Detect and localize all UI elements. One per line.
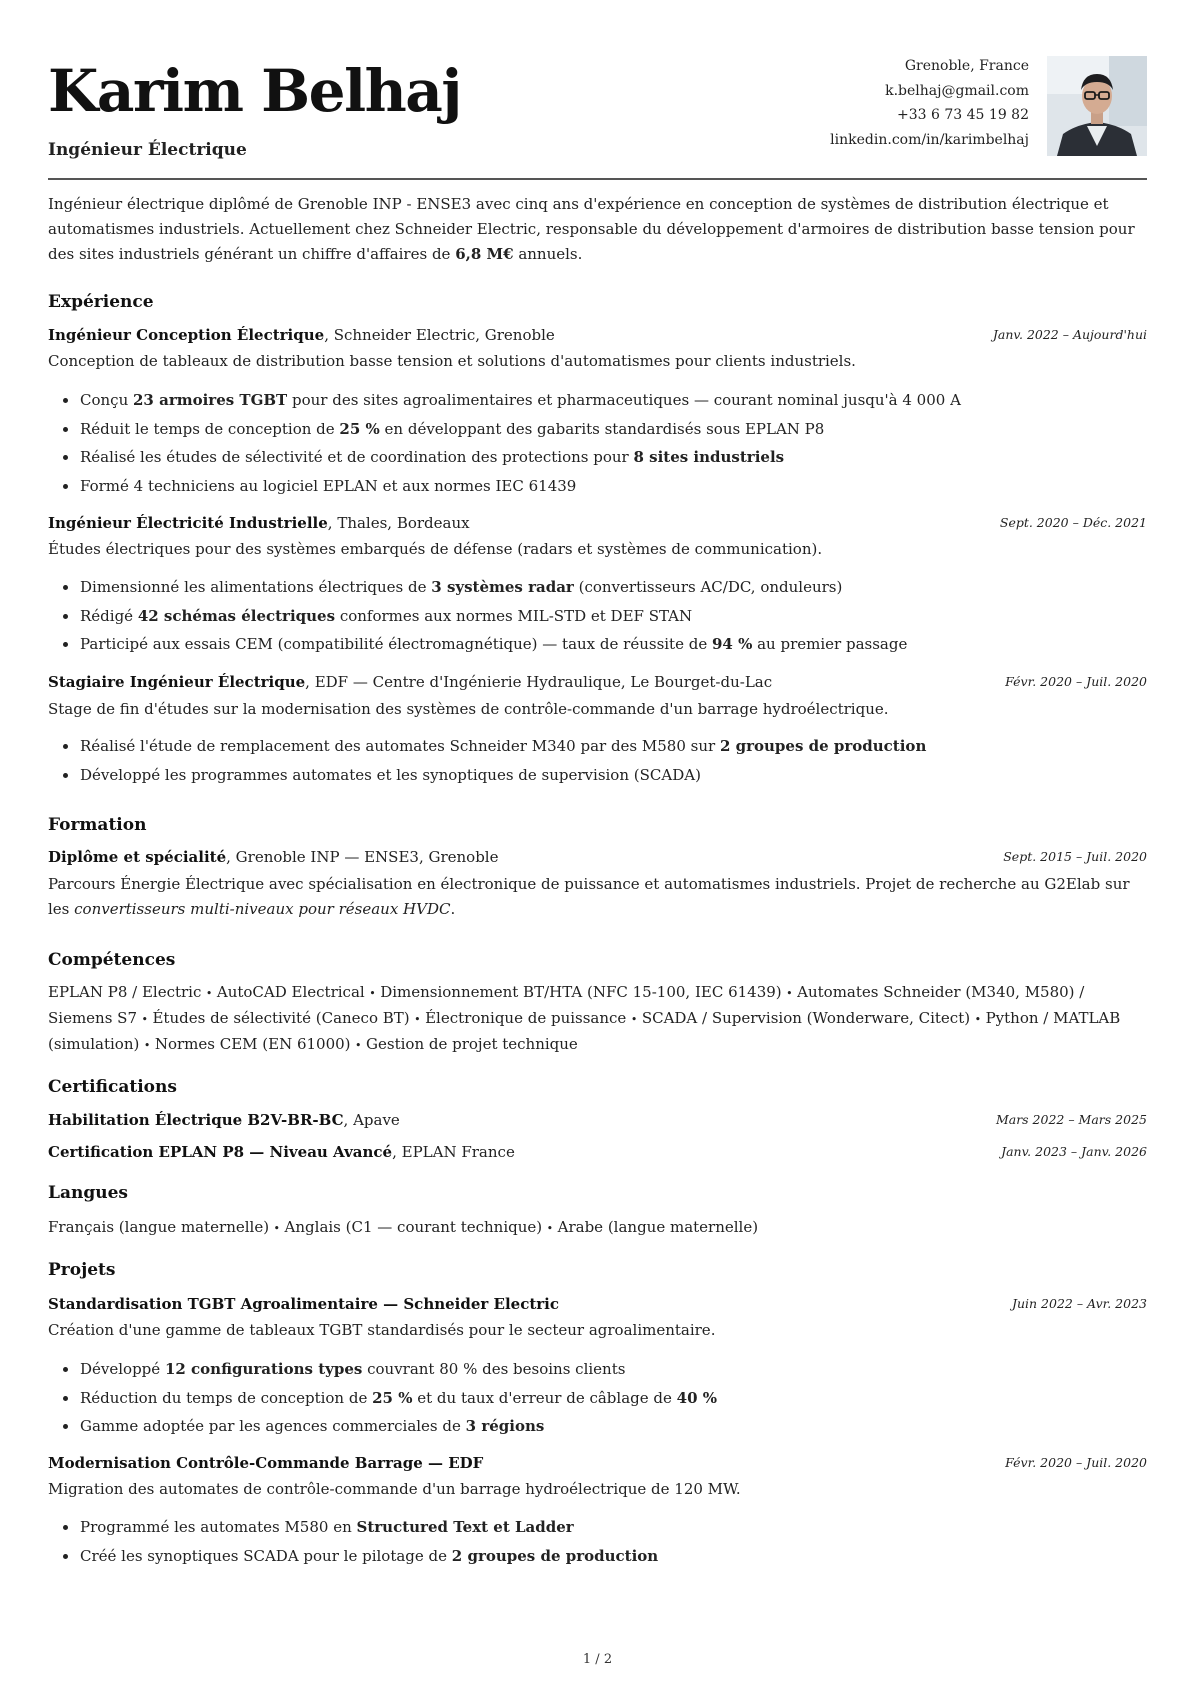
experience-1-date: Janv. 2022 – Aujourd'hui <box>992 327 1147 342</box>
project-2-description: Migration des automates de contrôle-commande d'un barrage hydroélectrique de 120 MW. <box>48 1480 741 1498</box>
experience-3-org: , EDF — Centre d'Ingénierie Hydraulique, Le Bourget-du-Lac <box>305 673 773 691</box>
list-item: Rédigé 42 schémas électriques conformes aux normes MIL-STD et DEF STAN <box>48 602 1147 631</box>
project-1-header <box>48 1293 1147 1315</box>
list-item: Réduction du temps de conception de 25 % et du taux d'erreur de câblage de 40 % <box>48 1384 1147 1413</box>
certification-2 <box>48 1141 1147 1163</box>
formation-date: Sept. 2015 – Juil. 2020 <box>1003 849 1147 864</box>
contact-phone[interactable]: +33 6 73 45 19 82 <box>897 107 1029 123</box>
language-item: Arabe (langue maternelle) <box>557 1218 759 1236</box>
skill-item: AutoCAD Electrical <box>216 983 365 1001</box>
project-1-date: Juin 2022 – Avr. 2023 <box>1011 1296 1147 1311</box>
experience-1-bullets <box>48 386 1147 500</box>
list-item: Développé 12 configurations types couvrant 80 % des besoins clients <box>48 1355 1147 1384</box>
formation-header <box>48 846 1147 868</box>
project-1-title: Standardisation TGBT Agroalimentaire — Schneider Electric <box>48 1295 559 1313</box>
experience-3-bullets <box>48 732 1147 789</box>
list-item: Réduit le temps de conception de 25 % en développant des gabarits standardisés sous EPLAN P8 <box>48 415 1147 444</box>
section-title-langues: Langues <box>48 1183 128 1203</box>
language-item: Anglais (C1 — courant technique) <box>284 1218 543 1236</box>
experience-1-description: Conception de tableaux de distribution basse tension et solutions d'automatismes pour clients industriels. <box>48 352 856 370</box>
skill-item: Python / MATLAB (simulation) <box>48 1009 1121 1053</box>
section-title-certifications: Certifications <box>48 1077 177 1097</box>
languages-list: Français (langue maternelle) • Anglais (C1 — courant technique) • Arabe (langue maternelle) <box>48 1218 759 1236</box>
summary-text-end: annuels. <box>513 245 583 263</box>
project-1-bullets <box>48 1355 1147 1441</box>
header-divider <box>48 178 1147 180</box>
list-item: Réalisé l'étude de remplacement des automates Schneider M340 par des M580 sur 2 groupes de production <box>48 732 1147 761</box>
project-2-header <box>48 1452 1147 1474</box>
certification-1 <box>48 1109 1147 1131</box>
experience-1-org: , Schneider Electric, Grenoble <box>324 326 555 344</box>
skills-list: EPLAN P8 / Electric • AutoCAD Electrical • Dimensionnement BT/HTA (NFC 15-100, IEC 61439) • Automates Schneider (M340, M580) / Siemens S7 • Études de sélectivité (Caneco BT) • Électronique de puissance • SCADA / Supervision (Wonderware, Citect) • Python / MATLAB (simulation) • Normes CEM (EN 61000) • Gestion de projet technique <box>48 983 1121 1053</box>
experience-1-title: Ingénieur Conception Électrique <box>48 326 325 344</box>
skill-item: Dimensionnement BT/HTA (NFC 15-100, IEC 61439) <box>380 983 782 1001</box>
skill-item: Électronique de puissance <box>425 1009 627 1027</box>
contact-linkedin[interactable]: linkedin.com/in/karimbelhaj <box>830 131 1029 148</box>
summary-highlight: 6,8 M€ <box>455 245 514 263</box>
section-title-formation: Formation <box>48 815 147 835</box>
experience-3-date: Févr. 2020 – Juil. 2020 <box>1005 674 1147 689</box>
formation-description: Parcours Énergie Électrique avec spécialisation en électronique de puissance et automatismes industriels. Projet de recherche au G2Elab sur les convertisseurs multi-niveaux pour réseaux HVDC. <box>48 875 1130 918</box>
experience-2-org: , Thales, Bordeaux <box>327 514 470 532</box>
list-item: Gamme adoptée par les agences commerciales de 3 régions <box>48 1412 1147 1441</box>
profile-summary <box>48 192 1147 267</box>
certification-2-org: , EPLAN France <box>392 1143 515 1161</box>
experience-3-description: Stage de fin d'études sur la modernisation des systèmes de contrôle-commande d'un barrage hydroélectrique. <box>48 700 889 718</box>
skill-item: EPLAN P8 / Electric <box>48 983 202 1001</box>
certification-2-title: Certification EPLAN P8 — Niveau Avancé <box>48 1143 393 1161</box>
list-item: Dimensionné les alimentations électriques de 3 systèmes radar (convertisseurs AC/DC, onduleurs) <box>48 573 1147 602</box>
experience-2-description: Études électriques pour des systèmes embarqués de défense (radars et systèmes de communication). <box>48 540 823 558</box>
skill-item: SCADA / Supervision (Wonderware, Citect) <box>641 1009 971 1027</box>
contact-email[interactable]: k.belhaj@gmail.com <box>885 82 1029 99</box>
list-item: Participé aux essais CEM (compatibilité électromagnétique) — taux de réussite de 94 % au premier passage <box>48 630 1147 659</box>
certification-1-date: Mars 2022 – Mars 2025 <box>995 1112 1147 1127</box>
list-item: Programmé les automates M580 en Structured Text et Ladder <box>48 1513 1147 1542</box>
job-title: Ingénieur Électrique <box>48 140 247 160</box>
certification-1-title: Habilitation Électrique B2V-BR-BC <box>48 1111 344 1129</box>
certification-2-date: Janv. 2023 – Janv. 2026 <box>1001 1144 1147 1159</box>
experience-1-header <box>48 324 1147 346</box>
candidate-name: Karim Belhaj <box>48 57 461 125</box>
experience-2-header <box>48 512 1147 534</box>
profile-photo-image <box>1047 56 1147 156</box>
experience-2-bullets <box>48 573 1147 659</box>
page-number: 1 / 2 <box>582 1652 613 1667</box>
section-title-experience: Expérience <box>48 292 154 312</box>
section-title-projets: Projets <box>48 1260 116 1280</box>
skill-item: Gestion de projet technique <box>366 1035 578 1053</box>
list-item: Conçu 23 armoires TGBT pour des sites agroalimentaires et pharmaceutiques — courant nominal jusqu'à 4 000 A <box>48 386 1147 415</box>
project-2-title: Modernisation Contrôle-Commande Barrage — EDF <box>48 1454 484 1472</box>
skill-item: Normes CEM (EN 61000) <box>154 1035 351 1053</box>
summary-text: Ingénieur électrique diplômé de Grenoble INP - ENSE3 avec cinq ans d'expérience en conception de systèmes de distribution électrique et automatismes industriels. Actuellement chez Schneider Electric, responsable du développement d'armoires de distribution basse tension pour des sites industriels générant un chiffre d'affaires de <box>48 195 1135 263</box>
certification-1-org: , Apave <box>343 1111 400 1129</box>
formation-title: Diplôme et spécialité <box>48 848 227 866</box>
section-title-competences: Compétences <box>48 950 176 970</box>
resume-page <box>48 0 1147 1683</box>
experience-2-title: Ingénieur Électricité Industrielle <box>48 514 328 532</box>
contact-info <box>830 54 1029 152</box>
project-1-description: Création d'une gamme de tableaux TGBT standardisés pour le secteur agroalimentaire. <box>48 1321 716 1339</box>
experience-3-header <box>48 671 1147 693</box>
profile-photo <box>1047 56 1147 156</box>
list-item: Créé les synoptiques SCADA pour le pilotage de 2 groupes de production <box>48 1542 1147 1571</box>
list-item: Développé les programmes automates et les synoptiques de supervision (SCADA) <box>48 761 1147 790</box>
skill-item: Automates Schneider (M340, M580) / Siemens S7 <box>48 983 1085 1027</box>
experience-3-title: Stagiaire Ingénieur Électrique <box>48 673 306 691</box>
experience-2-date: Sept. 2020 – Déc. 2021 <box>999 515 1147 530</box>
formation-org: , Grenoble INP — ENSE3, Grenoble <box>226 848 499 866</box>
contact-location: Grenoble, France <box>904 58 1029 74</box>
language-item: Français (langue maternelle) <box>48 1218 270 1236</box>
resume-header <box>48 50 1147 178</box>
project-2-bullets <box>48 1513 1147 1570</box>
skill-item: Études de sélectivité (Caneco BT) <box>152 1009 410 1027</box>
list-item: Réalisé les études de sélectivité et de coordination des protections pour 8 sites industriels <box>48 443 1147 472</box>
list-item: Formé 4 techniciens au logiciel EPLAN et aux normes IEC 61439 <box>48 472 1147 501</box>
project-2-date: Févr. 2020 – Juil. 2020 <box>1005 1455 1147 1470</box>
